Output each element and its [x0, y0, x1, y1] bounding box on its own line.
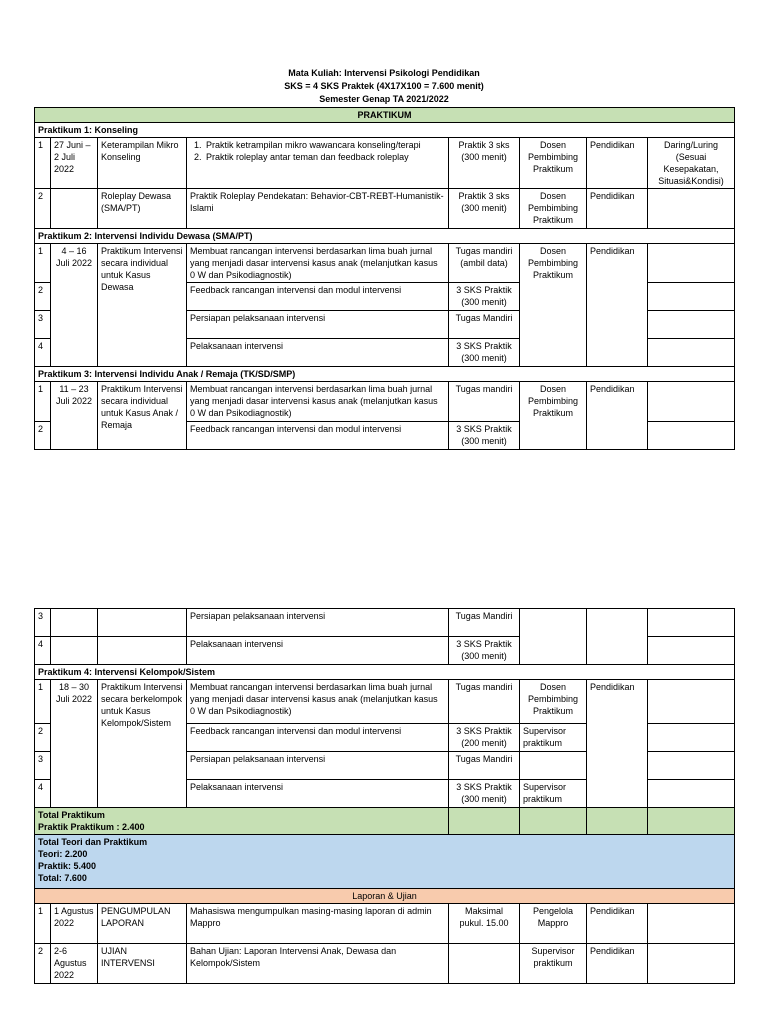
total-praktikum-value: Praktik Praktikum : 2.400	[38, 822, 145, 832]
row-activity: Membuat rancangan intervensi berdasarkan lima buah jurnal yang menjadi dasar intervensi kasus anak (melanjutkan kasus 0 W dan Psikodiagnostik)	[187, 244, 449, 283]
row-no: 2	[35, 189, 51, 229]
row-area: Pendidikan	[587, 138, 648, 189]
row-method: 3 SKS Praktik (300 menit)	[449, 422, 520, 450]
row-no: 2	[35, 422, 51, 450]
praktikum-1-title-row	[35, 123, 735, 138]
row-mode	[648, 780, 735, 808]
row-mode	[648, 944, 735, 984]
row-mode	[648, 609, 735, 637]
row-supervisor: Supervisor praktikum	[520, 944, 587, 984]
row-supervisor	[520, 609, 587, 665]
praktikum-2-title-row	[35, 229, 735, 244]
row-method: Tugas Mandiri	[449, 311, 520, 339]
row-no: 2	[35, 944, 51, 984]
row-supervisor: Dosen Pembimbing Praktikum	[520, 382, 587, 450]
row-area: Pendidikan	[587, 944, 648, 984]
activity-item: 1. Praktik ketrampilan mikro wawancara konseling/terapi	[204, 139, 445, 151]
row-no: 3	[35, 752, 51, 780]
row-method: 3 SKS Praktik (300 menit)	[449, 637, 520, 665]
section-title: PRAKTIKUM	[35, 108, 735, 123]
row-topic: PENGUMPULAN LAPORAN	[98, 904, 187, 944]
table-row	[35, 609, 735, 637]
row-supervisor: Dosen Pembimbing Praktikum	[520, 244, 587, 367]
praktikum-2-title: Praktikum 2: Intervensi Individu Dewasa (SMA/PT)	[35, 229, 735, 244]
row-date	[51, 609, 98, 637]
row-supervisor: Dosen Pembimbing Praktikum	[520, 138, 587, 189]
empty-cell	[449, 808, 520, 835]
row-activity: Feedback rancangan intervensi dan modul intervensi	[187, 422, 449, 450]
row-area: Pendidikan	[587, 904, 648, 944]
row-activity: Membuat rancangan intervensi berdasarkan lima buah jurnal yang menjadi dasar intervensi kasus anak (melanjutkan kasus 0 W dan Psikodiagnostik)	[187, 382, 449, 422]
row-mode	[648, 189, 735, 229]
row-date	[51, 637, 98, 665]
row-area: Pendidikan	[587, 244, 648, 367]
table-row	[35, 680, 735, 724]
row-method: Praktik 3 sks (300 menit)	[449, 189, 520, 229]
row-topic	[98, 609, 187, 637]
row-activity	[187, 138, 449, 189]
row-no: 4	[35, 339, 51, 367]
row-mode	[648, 752, 735, 780]
empty-cell	[520, 808, 587, 835]
row-topic: Praktikum Intervensi secara berkelompok untuk Kasus Kelompok/Sistem	[98, 680, 187, 808]
praktikum-3-title-row	[35, 367, 735, 382]
section-header-row	[35, 108, 735, 123]
row-mode	[648, 244, 735, 283]
row-mode	[648, 680, 735, 724]
row-method: Praktik 3 sks (300 menit)	[449, 138, 520, 189]
total-praktikum-row	[35, 808, 735, 835]
row-no: 3	[35, 609, 51, 637]
row-method: Maksimal pukul. 15.00	[449, 904, 520, 944]
row-supervisor: Dosen Pembimbing Praktikum	[520, 189, 587, 229]
row-supervisor: Supervisor praktikum	[520, 780, 587, 808]
row-activity: Pelaksanaan intervensi	[187, 780, 449, 808]
row-topic: Keterampilan Mikro Konseling	[98, 138, 187, 189]
row-topic: UJIAN INTERVENSI	[98, 944, 187, 984]
row-method: 3 SKS Praktik (300 menit)	[449, 283, 520, 311]
semester-line: Semester Genap TA 2021/2022	[319, 94, 449, 104]
row-no: 1	[35, 680, 51, 724]
row-mode	[648, 637, 735, 665]
empty-cell	[587, 808, 648, 835]
row-method	[449, 944, 520, 984]
row-mode	[648, 339, 735, 367]
total-all-cell	[35, 835, 735, 889]
row-mode	[648, 311, 735, 339]
table-row	[35, 904, 735, 944]
laporan-title-row	[35, 889, 735, 904]
row-activity: Persiapan pelaksanaan intervensi	[187, 609, 449, 637]
row-activity: Persiapan pelaksanaan intervensi	[187, 311, 449, 339]
row-mode	[648, 904, 735, 944]
laporan-title: Laporan & Ujian	[35, 889, 735, 904]
row-area	[587, 609, 648, 665]
row-activity: Pelaksanaan intervensi	[187, 637, 449, 665]
row-no: 1	[35, 244, 51, 283]
row-method: 3 SKS Praktik (200 menit)	[449, 724, 520, 752]
row-activity: Bahan Ujian: Laporan Intervensi Anak, Dewasa dan Kelompok/Sistem	[187, 944, 449, 984]
activity-item: 2. Praktik roleplay antar teman dan feedback roleplay	[204, 151, 445, 163]
row-topic: Roleplay Dewasa (SMA/PT)	[98, 189, 187, 229]
row-no: 1	[35, 382, 51, 422]
row-method: Tugas Mandiri	[449, 752, 520, 780]
row-activity: Feedback rancangan intervensi dan modul intervensi	[187, 283, 449, 311]
row-no: 4	[35, 637, 51, 665]
row-supervisor: Pengelola Mappro	[520, 904, 587, 944]
sks-line: SKS = 4 SKS Praktek (4X17X100 = 7.600 menit)	[284, 81, 484, 91]
row-method: Tugas mandiri	[449, 680, 520, 724]
row-mode	[648, 382, 735, 422]
praktikum-4-title: Praktikum 4: Intervensi Kelompok/Sistem	[35, 665, 735, 680]
table-row	[35, 244, 735, 283]
total-all-value: Total: 7.600	[38, 873, 87, 883]
row-activity: Pelaksanaan intervensi	[187, 339, 449, 367]
praktikum-1-title: Praktikum 1: Konseling	[35, 123, 735, 138]
row-area: Pendidikan	[587, 382, 648, 450]
row-date: 18 – 30 Juli 2022	[51, 680, 98, 808]
total-teori: Teori: 2.200	[38, 849, 88, 859]
row-topic: Praktikum Intervensi secara individual untuk Kasus Dewasa	[98, 244, 187, 367]
row-activity: Feedback rancangan intervensi dan modul intervensi	[187, 724, 449, 752]
praktikum-table-top	[34, 107, 735, 450]
row-method: 3 SKS Praktik (300 menit)	[449, 339, 520, 367]
row-activity: Persiapan pelaksanaan intervensi	[187, 752, 449, 780]
row-no: 4	[35, 780, 51, 808]
row-date: 4 – 16 Juli 2022	[51, 244, 98, 367]
row-no: 2	[35, 283, 51, 311]
row-method: Tugas mandiri	[449, 382, 520, 422]
table-row	[35, 138, 735, 189]
row-activity: Membuat rancangan intervensi berdasarkan lima buah jurnal yang menjadi dasar intervensi kasus anak (melanjutkan kasus 0 W dan Psikodiagnostik)	[187, 680, 449, 724]
row-mode	[648, 283, 735, 311]
praktikum-3-title: Praktikum 3: Intervensi Individu Anak / Remaja (TK/SD/SMP)	[35, 367, 735, 382]
praktikum-table-bottom	[34, 608, 735, 984]
row-date: 11 – 23 Juli 2022	[51, 382, 98, 450]
row-activity: Praktik Roleplay Pendekatan: Behavior-CBT-REBT-Humanistik-Islami	[187, 189, 449, 229]
row-no: 1	[35, 138, 51, 189]
row-date: 27 Juni – 2 Juli 2022	[51, 138, 98, 189]
row-date	[51, 189, 98, 229]
row-topic: Praktikum Intervensi secara individual untuk Kasus Anak / Remaja	[98, 382, 187, 450]
table-row	[35, 189, 735, 229]
row-area: Pendidikan	[587, 189, 648, 229]
row-mode: Daring/Luring (Sesuai Kesepakatan, Situasi&Kondisi)	[648, 138, 735, 189]
course-title: Mata Kuliah: Intervensi Psikologi Pendidikan	[288, 68, 480, 78]
total-praktikum-cell	[35, 808, 449, 835]
row-no: 1	[35, 904, 51, 944]
row-mode	[648, 724, 735, 752]
row-area: Pendidikan	[587, 680, 648, 808]
row-method: Tugas mandiri (ambil data)	[449, 244, 520, 283]
total-praktikum-label: Total Praktikum	[38, 810, 105, 820]
row-date: 1 Agustus 2022	[51, 904, 98, 944]
total-all-row	[35, 835, 735, 889]
row-activity: Mahasiswa mengumpulkan masing-masing laporan di admin Mappro	[187, 904, 449, 944]
total-all-label: Total Teori dan Praktikum	[38, 837, 148, 847]
table-row	[35, 382, 735, 422]
row-method: Tugas Mandiri	[449, 609, 520, 637]
row-mode	[648, 422, 735, 450]
row-supervisor	[520, 752, 587, 780]
praktikum-4-title-row	[35, 665, 735, 680]
row-supervisor: Dosen Pembimbing Praktikum	[520, 680, 587, 724]
table-row	[35, 944, 735, 984]
row-no: 2	[35, 724, 51, 752]
row-topic	[98, 637, 187, 665]
empty-cell	[648, 808, 735, 835]
row-method: 3 SKS Praktik (300 menit)	[449, 780, 520, 808]
row-supervisor: Supervisor praktikum	[520, 724, 587, 752]
row-date: 2-6 Agustus 2022	[51, 944, 98, 984]
row-no: 3	[35, 311, 51, 339]
total-praktik: Praktik: 5.400	[38, 861, 97, 871]
